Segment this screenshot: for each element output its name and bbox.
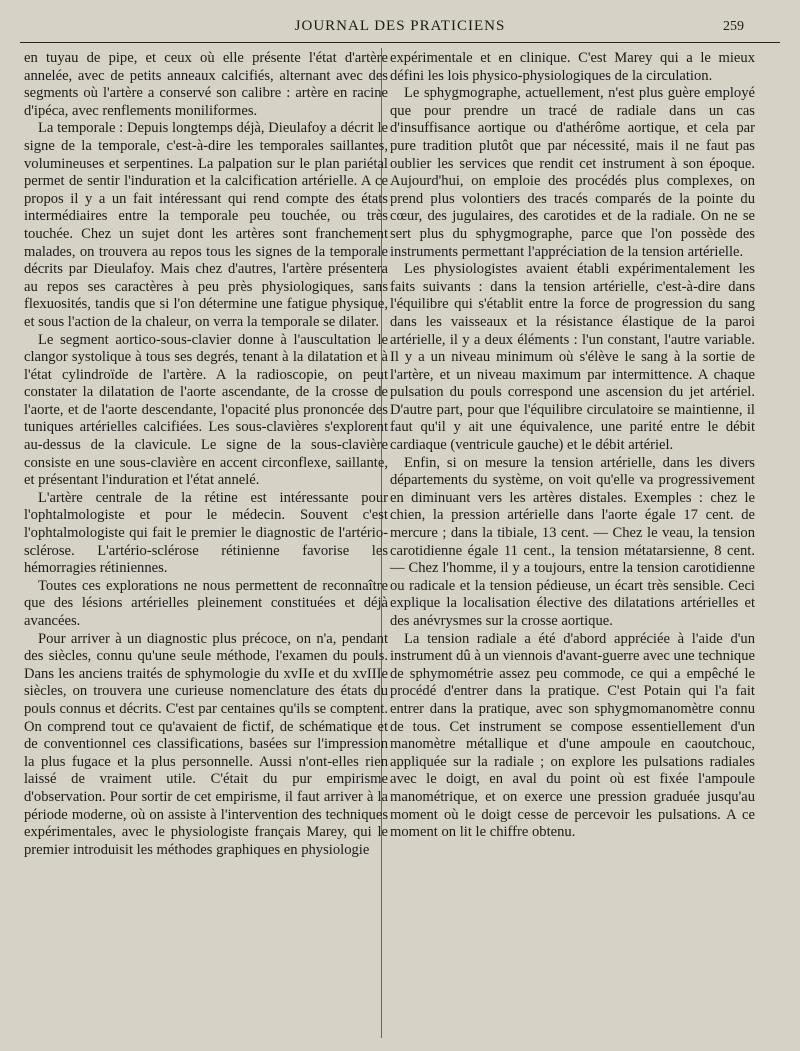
right-column (390, 50, 755, 842)
paragraph: en tuyau de pipe, et ceux où elle présente l'état d'artère annelée, avec de petits anneaux calcifiés, alternant avec des segments où l'artère a conservé son calibre : artère en racine d'ipéca, avec renflements moniliformes. (24, 50, 388, 119)
paragraph: Pour arriver à un diagnostic plus précoce, on n'a, pendant des siècles, connu qu'une seule méthode, l'examen du pouls. Dans les anciens traités de sphymologie du xvIIe et du xvIIIe siècles, on trouvera une curieuse nomenclature des états du pouls connus et décrits. C'est par centaines qu'ils se comptent. On comprend tout ce qu'avaient de fictif, de schématique et de conventionnel ces classifications, basées sur l'impression la plus fugace et la plus personnelle. Aussi n'ont-elles rien laissé de vraiment utile. C'était du pur empirisme d'observation. Pour sortir de cet empirisme, il faut arriver à la période moderne, où on assiste à l'intervention des techniques expérimentales, avec le physiologiste français Marey, qui le premier introduisit les méthodes graphiques en physiologie (24, 630, 388, 858)
page-number: 259 (723, 19, 744, 34)
journal-title: JOURNAL DES PRATICIENS (294, 18, 506, 34)
paragraph: La tension radiale a été d'abord appréciée à l'aide d'un instrument dû à un viennois d'avant-guerre avec une technique de sphymométrie assez peu commode, ce qui a empêché le procédé d'entrer dans la pratique. C'est Potain qui l'a fait entrer dans la pratique, avec son sphygmomanomètre connu de tous. Cet instrument se compose essentiellement d'un manomètre métallique et d'une ampoule en caoutchouc, appliquée sur la radiale ; on explore les pulsations radiales avec le doigt, en aval du point où est fixée l'ampoule manométrique, et on exerce une pression graduée jusqu'au moment où le doigt cesse de percevoir les pulsations. A ce moment on lit le chiffre obtenu. (390, 630, 755, 841)
paragraph: Enfin, si on mesure la tension artérielle, dans les divers départements du système, on voit qu'elle va progressivement en diminuant vers les artères distales. Exemples : chez le chien, la pression artérielle dans l'aorte égale 17 cent. de mercure ; dans la tibiale, 13 cent. — Chez le veau, la tension carotidienne égale 11 cent., la tension métatarsienne, 8 cent. — Chez l'homme, il y a toujours, entre la tension carotidienne ou radicale et la tension pédieuse, un écart très sensible. Ceci explique la localisation élective des dilatations artérielles et des anévrysmes sur la crosse aortique. (390, 454, 755, 629)
paragraph: Le sphygmographe, actuellement, n'est plus guère employé que pour prendre un tracé de radiale dans un cas d'insuffisance aortique ou d'athérôme aortique, et cela par pure tradition plutôt que par nécessité, mais il ne faut pas oublier les services que rendit cet instrument à son époque. Aujourd'hui, on emploie des procédés plus complexes, on prend plus volontiers des tracés comparés de la pointe du cœur, des jugulaires, des carotides et de la radiale. On ne se sert plus du sphygmographe, parce que l'on possède des instruments permettant l'appréciation de la tension artérielle. (390, 85, 755, 260)
paragraph: Les physiologistes avaient établi expérimentalement les faits suivants : dans la tension artérielle, c'est-à-dire dans l'équilibre qui s'établit entre la force de progression du sang dans les vaisseaux et la résistance élastique de la paroi artérielle, il y a deux éléments : l'un constant, l'autre variable. Il y a un niveau minimum où s'élève le sang à la sortie de l'artère, et un niveau maximum par intermittence. A chaque pulsation du pouls correspond une ascension du jet artériel. D'autre part, pour que l'équilibre circulatoire se maintienne, il faut qu'il y ait une équivalence, une parité entre le débit cardiaque (ventricule gauche) et le débit artériel. (390, 261, 755, 454)
paragraph: Le segment aortico-sous-clavier donne à l'auscultation le clangor systolique à tous ses degrés, tenant à la dilatation et à l'état cylindroïde de l'artère. A la radioscopie, on peut constater la dilatation de l'aorte ascendante, de la crosse de l'aorte, et de l'aorte descendante, l'opacité plus prononcée des tuniques artérielles calcifiées. Les sous-clavières s'explorent au-dessus de la clavicule. Le signe de la sous-clavière consiste en une sous-clavière en accent circonflexe, saillante, et présentant l'induration et l'état annelé. (24, 331, 388, 489)
paragraph: La temporale : Depuis longtemps déjà, Dieulafoy a décrit le signe de la temporale, c'est-à-dire les temporales saillantes, volumineuses et serpentines. La palpation sur le plan pariétal permet de sentir l'induration et la calcification artérielle. A ce propos il y a un fait intéressant qui rend compte des états intermédiaires entre la temporale peu touchée, ou très touchée. Chez un sujet dont les artères sont franchement malades, on trouvera au repos tous les signes de la temporale décrits par Dieulafoy. Mais chez d'autres, l'artère présentera au repos ses caractères à peu près physiologiques, sans flexuosités, tandis que si l'on détermine une fatigue physique, et sous l'action de la chaleur, on verra la temporale se dilater. (24, 120, 388, 330)
paragraph: L'artère centrale de la rétine est intéressante pour l'ophtalmologiste et pour le médecin. Souvent c'est l'ophtalmologiste qui fait le premier le diagnostic de l'artério-sclérose. L'artério-sclérose rétinienne favorise les hémorragies rétiniennes. (24, 489, 388, 577)
left-column (24, 50, 388, 859)
paragraph: expérimentale et en clinique. C'est Marey qui a le mieux défini les lois physico-physiologiques de la circulation. (390, 50, 755, 84)
paragraph: Toutes ces explorations ne nous permettent de reconnaître que des lésions artérielles pleinement constituées et déjà avancées. (24, 577, 388, 629)
running-header (20, 14, 780, 43)
